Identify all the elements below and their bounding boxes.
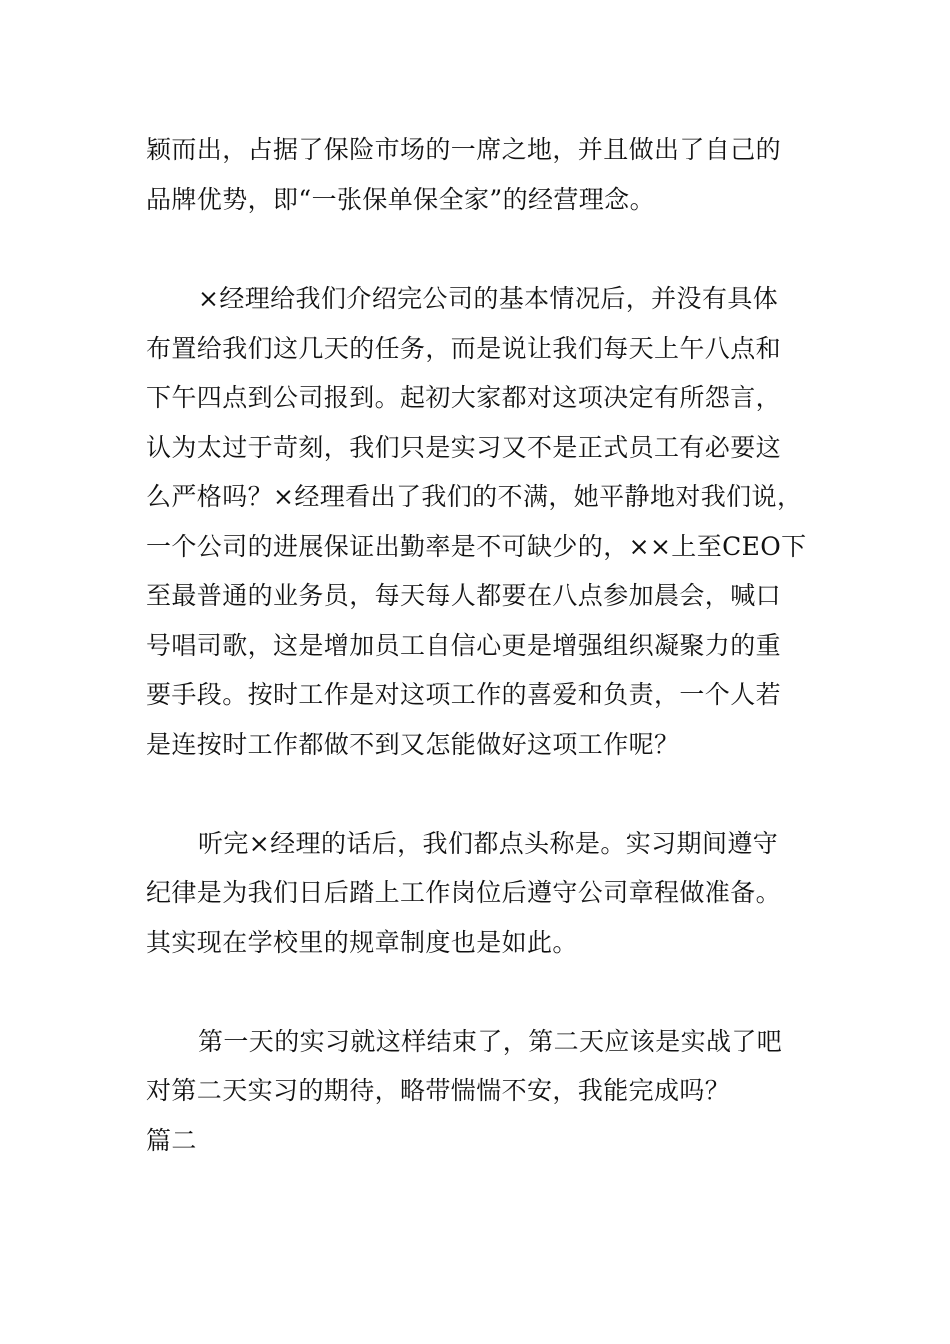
paragraph-2-line-9: 要手段。按时工作是对这项工作的喜爱和负责，一个人若 [146, 680, 782, 709]
paragraph-2-line-6: 一个公司的进展保证出勤率是不可缺少的，××上至CEO下 [146, 532, 807, 561]
paragraph-3-line-3: 其实现在学校里的规章制度也是如此。 [146, 928, 578, 957]
paragraph-2-line-8: 号唱司歌，这是增加员工自信心更是增强组织凝聚力的重 [146, 631, 782, 660]
paragraph-2-line-3: 下午四点到公司报到。起初大家都对这项决定有所怨言， [146, 383, 782, 412]
paragraph-2-line-10: 是连按时工作都做不到又怎能做好这项工作呢？ [146, 730, 680, 759]
paragraph-4-line-2: 对第二天实习的期待，略带惴惴不安，我能完成吗？ [146, 1076, 731, 1105]
paragraph-3-line-1: 听完×经理的话后，我们都点头称是。实习期间遵守 [198, 829, 779, 858]
paragraph-3-line-2: 纪律是为我们日后踏上工作岗位后遵守公司章程做准备。 [146, 878, 782, 907]
paragraph-2-line-2: 布置给我们这几天的任务，而是说让我们每天上午八点和 [146, 334, 782, 363]
paragraph-1-line-1: 颖而出，占据了保险市场的一席之地，并且做出了自己的 [146, 135, 782, 164]
paragraph-2-line-5: 么严格吗？×经理看出了我们的不满，她平静地对我们说， [146, 482, 803, 511]
paragraph-1-line-2: 品牌优势，即“一张保单保全家”的经营理念。 [146, 185, 655, 214]
paragraph-4-line-1: 第一天的实习就这样结束了，第二天应该是实战了吧 [198, 1027, 783, 1056]
section-heading: 篇二 [146, 1126, 197, 1155]
paragraph-2-line-7: 至最普通的业务员，每天每人都要在八点参加晨会，喊口 [146, 581, 782, 610]
paragraph-2-line-1: ×经理给我们介绍完公司的基本情况后，并没有具体 [198, 284, 779, 313]
paragraph-2-line-4: 认为太过于苛刻，我们只是实习又不是正式员工有必要这 [146, 433, 782, 462]
